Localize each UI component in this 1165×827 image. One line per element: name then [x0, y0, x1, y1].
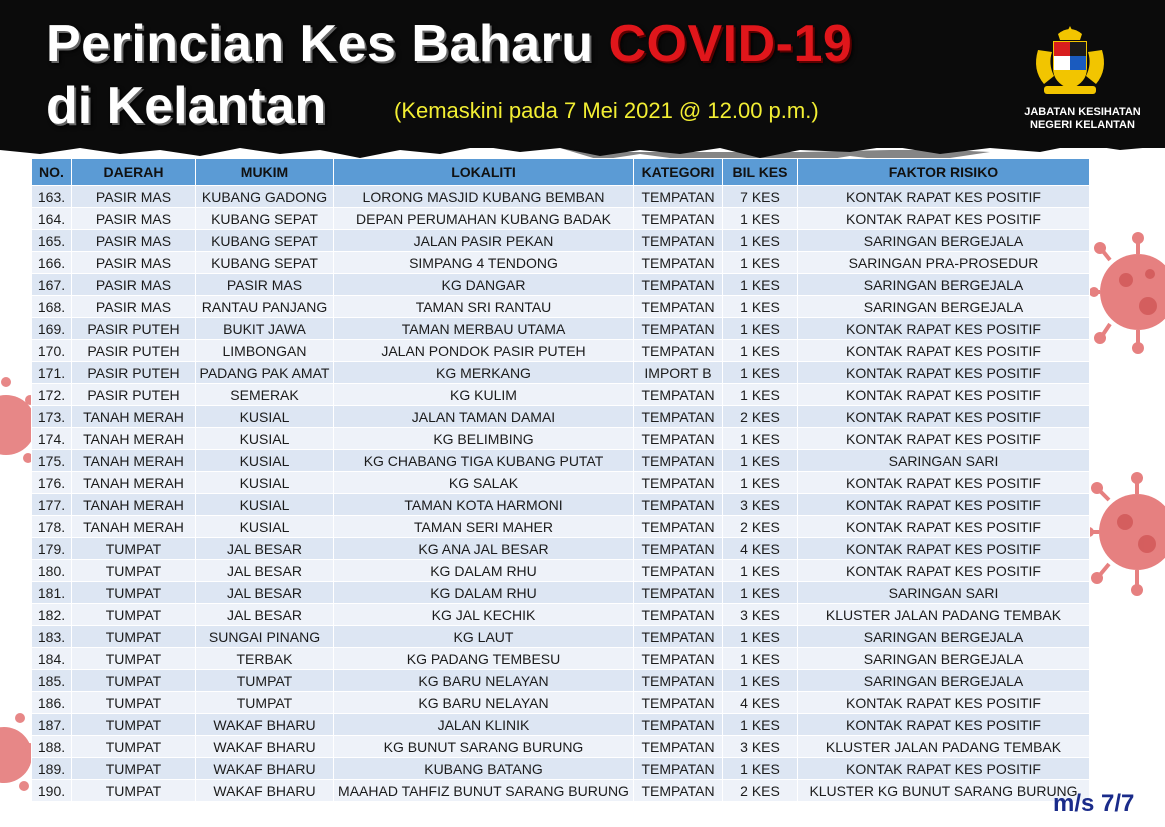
cell-kategori: TEMPATAN [634, 560, 723, 582]
cell-lokaliti: LORONG MASJID KUBANG BEMBAN [334, 186, 634, 208]
cell-bil-kes: 1 KES [723, 714, 798, 736]
cell-bil-kes: 1 KES [723, 252, 798, 274]
cell-faktor-risiko: KLUSTER JALAN PADANG TEMBAK [798, 736, 1090, 758]
cell-kategori: TEMPATAN [634, 604, 723, 626]
cell-kategori: TEMPATAN [634, 538, 723, 560]
cell-daerah: TUMPAT [72, 758, 196, 780]
cell-kategori: TEMPATAN [634, 582, 723, 604]
cell-bil-kes: 1 KES [723, 230, 798, 252]
cell-no: 167. [32, 274, 72, 296]
cell-mukim: LIMBONGAN [196, 340, 334, 362]
cell-daerah: TUMPAT [72, 582, 196, 604]
table-body [32, 186, 1090, 802]
column-header-daerah: DAERAH [72, 159, 196, 186]
cell-faktor-risiko: SARINGAN BERGEJALA [798, 274, 1090, 296]
cell-daerah: TUMPAT [72, 670, 196, 692]
cell-lokaliti: KG SALAK [334, 472, 634, 494]
cell-no: 164. [32, 208, 72, 230]
cell-no: 188. [32, 736, 72, 758]
cell-bil-kes: 1 KES [723, 318, 798, 340]
cell-mukim: WAKAF BHARU [196, 758, 334, 780]
cell-lokaliti: KG BELIMBING [334, 428, 634, 450]
cell-mukim: KUSIAL [196, 494, 334, 516]
cell-daerah: PASIR PUTEH [72, 384, 196, 406]
cell-daerah: PASIR MAS [72, 296, 196, 318]
cell-kategori: TEMPATAN [634, 736, 723, 758]
cell-mukim: KUBANG SEPAT [196, 252, 334, 274]
table-row [32, 340, 1090, 362]
cell-no: 169. [32, 318, 72, 340]
cell-kategori: TEMPATAN [634, 780, 723, 802]
cell-faktor-risiko: SARINGAN PRA-PROSEDUR [798, 252, 1090, 274]
table-row [32, 670, 1090, 692]
cell-faktor-risiko: KLUSTER KG BUNUT SARANG BURUNG [798, 780, 1090, 802]
cell-faktor-risiko: KONTAK RAPAT KES POSITIF [798, 560, 1090, 582]
table-row [32, 362, 1090, 384]
cell-no: 165. [32, 230, 72, 252]
table-row [32, 714, 1090, 736]
cell-mukim: WAKAF BHARU [196, 780, 334, 802]
cell-lokaliti: TAMAN SERI MAHER [334, 516, 634, 538]
cell-mukim: KUSIAL [196, 406, 334, 428]
cell-lokaliti: KG PADANG TEMBESU [334, 648, 634, 670]
cell-bil-kes: 1 KES [723, 626, 798, 648]
cell-faktor-risiko: KLUSTER JALAN PADANG TEMBAK [798, 604, 1090, 626]
cell-daerah: TUMPAT [72, 626, 196, 648]
table-header-row [32, 159, 1090, 186]
cell-bil-kes: 2 KES [723, 780, 798, 802]
cell-no: 176. [32, 472, 72, 494]
cell-no: 173. [32, 406, 72, 428]
department-label: JABATAN KESIHATAN NEGERI KELANTAN [1024, 106, 1141, 131]
cell-bil-kes: 4 KES [723, 692, 798, 714]
cell-no: 182. [32, 604, 72, 626]
cell-bil-kes: 7 KES [723, 186, 798, 208]
cell-kategori: TEMPATAN [634, 186, 723, 208]
table-row [32, 252, 1090, 274]
cell-daerah: PASIR MAS [72, 274, 196, 296]
table-row [32, 604, 1090, 626]
cell-no: 166. [32, 252, 72, 274]
cell-daerah: TANAH MERAH [72, 494, 196, 516]
cases-table [31, 158, 1090, 802]
cell-daerah: TANAH MERAH [72, 516, 196, 538]
table-row [32, 318, 1090, 340]
cell-kategori: TEMPATAN [634, 230, 723, 252]
cell-faktor-risiko: KONTAK RAPAT KES POSITIF [798, 362, 1090, 384]
cell-lokaliti: JALAN KLINIK [334, 714, 634, 736]
cell-faktor-risiko: SARINGAN BERGEJALA [798, 230, 1090, 252]
cell-daerah: PASIR MAS [72, 208, 196, 230]
cell-lokaliti: KG DANGAR [334, 274, 634, 296]
table-row [32, 648, 1090, 670]
cell-lokaliti: KG BARU NELAYAN [334, 670, 634, 692]
cell-no: 185. [32, 670, 72, 692]
cell-mukim: TERBAK [196, 648, 334, 670]
column-header-faktor-risiko: FAKTOR RISIKO [798, 159, 1090, 186]
table-row [32, 780, 1090, 802]
cell-faktor-risiko: SARINGAN SARI [798, 582, 1090, 604]
table-row [32, 494, 1090, 516]
cell-bil-kes: 2 KES [723, 406, 798, 428]
cell-lokaliti: JALAN PONDOK PASIR PUTEH [334, 340, 634, 362]
cell-lokaliti: MAAHAD TAHFIZ BUNUT SARANG BURUNG [334, 780, 634, 802]
cell-mukim: PADANG PAK AMAT [196, 362, 334, 384]
cell-daerah: TUMPAT [72, 692, 196, 714]
cell-lokaliti: KG LAUT [334, 626, 634, 648]
cell-lokaliti: KG CHABANG TIGA KUBANG PUTAT [334, 450, 634, 472]
table-row [32, 626, 1090, 648]
cell-daerah: PASIR PUTEH [72, 340, 196, 362]
column-header-kategori: KATEGORI [634, 159, 723, 186]
cell-lokaliti: TAMAN MERBAU UTAMA [334, 318, 634, 340]
cell-mukim: SEMERAK [196, 384, 334, 406]
table-row [32, 384, 1090, 406]
cell-faktor-risiko: KONTAK RAPAT KES POSITIF [798, 318, 1090, 340]
cell-mukim: WAKAF BHARU [196, 714, 334, 736]
cell-kategori: TEMPATAN [634, 274, 723, 296]
cell-daerah: TUMPAT [72, 538, 196, 560]
cell-no: 186. [32, 692, 72, 714]
cell-no: 178. [32, 516, 72, 538]
cell-no: 189. [32, 758, 72, 780]
cell-no: 190. [32, 780, 72, 802]
cell-no: 179. [32, 538, 72, 560]
cell-kategori: TEMPATAN [634, 692, 723, 714]
cell-bil-kes: 1 KES [723, 274, 798, 296]
cell-faktor-risiko: KONTAK RAPAT KES POSITIF [798, 428, 1090, 450]
cell-daerah: TUMPAT [72, 648, 196, 670]
cell-faktor-risiko: KONTAK RAPAT KES POSITIF [798, 758, 1090, 780]
cell-bil-kes: 3 KES [723, 736, 798, 758]
cell-faktor-risiko: KONTAK RAPAT KES POSITIF [798, 406, 1090, 428]
cell-mukim: SUNGAI PINANG [196, 626, 334, 648]
cell-faktor-risiko: KONTAK RAPAT KES POSITIF [798, 186, 1090, 208]
cell-lokaliti: KG BARU NELAYAN [334, 692, 634, 714]
cell-faktor-risiko: KONTAK RAPAT KES POSITIF [798, 494, 1090, 516]
cell-bil-kes: 1 KES [723, 340, 798, 362]
cell-kategori: TEMPATAN [634, 670, 723, 692]
cell-lokaliti: KG DALAM RHU [334, 560, 634, 582]
table-row [32, 560, 1090, 582]
table-row [32, 450, 1090, 472]
page-title: Perincian Kes Baharu COVID-19 [46, 15, 853, 73]
cell-no: 181. [32, 582, 72, 604]
column-header-mukim: MUKIM [196, 159, 334, 186]
cell-kategori: TEMPATAN [634, 714, 723, 736]
cell-daerah: PASIR MAS [72, 186, 196, 208]
cell-daerah: TUMPAT [72, 604, 196, 626]
cell-mukim: KUBANG SEPAT [196, 208, 334, 230]
cell-bil-kes: 1 KES [723, 758, 798, 780]
column-header-bil-kes: BIL KES [723, 159, 798, 186]
cell-lokaliti: KG MERKANG [334, 362, 634, 384]
cell-bil-kes: 1 KES [723, 582, 798, 604]
cell-lokaliti: KG DALAM RHU [334, 582, 634, 604]
cell-no: 183. [32, 626, 72, 648]
cell-bil-kes: 1 KES [723, 670, 798, 692]
table-row [32, 230, 1090, 252]
cell-bil-kes: 3 KES [723, 494, 798, 516]
cell-faktor-risiko: KONTAK RAPAT KES POSITIF [798, 340, 1090, 362]
cell-kategori: TEMPATAN [634, 384, 723, 406]
cell-faktor-risiko: SARINGAN BERGEJALA [798, 296, 1090, 318]
cell-faktor-risiko: SARINGAN BERGEJALA [798, 626, 1090, 648]
cell-mukim: KUBANG GADONG [196, 186, 334, 208]
cell-bil-kes: 2 KES [723, 516, 798, 538]
cell-no: 163. [32, 186, 72, 208]
cell-no: 180. [32, 560, 72, 582]
cell-kategori: TEMPATAN [634, 252, 723, 274]
cell-kategori: TEMPATAN [634, 208, 723, 230]
cell-kategori: TEMPATAN [634, 318, 723, 340]
cell-lokaliti: JALAN PASIR PEKAN [334, 230, 634, 252]
table-row [32, 582, 1090, 604]
cell-no: 170. [32, 340, 72, 362]
cell-daerah: PASIR PUTEH [72, 318, 196, 340]
cell-kategori: TEMPATAN [634, 428, 723, 450]
cell-no: 177. [32, 494, 72, 516]
cell-bil-kes: 3 KES [723, 604, 798, 626]
column-header-lokaliti: LOKALITI [334, 159, 634, 186]
cell-mukim: KUSIAL [196, 516, 334, 538]
table-row [32, 296, 1090, 318]
cell-bil-kes: 4 KES [723, 538, 798, 560]
cell-faktor-risiko: KONTAK RAPAT KES POSITIF [798, 208, 1090, 230]
cell-mukim: KUSIAL [196, 428, 334, 450]
cell-daerah: TUMPAT [72, 560, 196, 582]
cell-mukim: WAKAF BHARU [196, 736, 334, 758]
cell-kategori: TEMPATAN [634, 494, 723, 516]
cell-no: 184. [32, 648, 72, 670]
cell-faktor-risiko: SARINGAN BERGEJALA [798, 648, 1090, 670]
cell-mukim: KUSIAL [196, 450, 334, 472]
cell-faktor-risiko: KONTAK RAPAT KES POSITIF [798, 714, 1090, 736]
cell-bil-kes: 1 KES [723, 362, 798, 384]
cell-bil-kes: 1 KES [723, 296, 798, 318]
coat-of-arms-icon [1030, 20, 1110, 100]
cell-faktor-risiko: KONTAK RAPAT KES POSITIF [798, 516, 1090, 538]
cell-lokaliti: KG KULIM [334, 384, 634, 406]
page-title-line2: di Kelantan [46, 77, 327, 135]
cell-lokaliti: KUBANG BATANG [334, 758, 634, 780]
cell-daerah: TANAH MERAH [72, 450, 196, 472]
cell-daerah: TUMPAT [72, 714, 196, 736]
cell-lokaliti: KG ANA JAL BESAR [334, 538, 634, 560]
cell-daerah: PASIR PUTEH [72, 362, 196, 384]
page-number: m/s 7/7 [1053, 790, 1135, 817]
cell-bil-kes: 1 KES [723, 648, 798, 670]
cell-faktor-risiko: KONTAK RAPAT KES POSITIF [798, 538, 1090, 560]
cell-faktor-risiko: SARINGAN SARI [798, 450, 1090, 472]
cases-table-container [31, 158, 1089, 800]
cell-mukim: JAL BESAR [196, 604, 334, 626]
cell-bil-kes: 1 KES [723, 428, 798, 450]
cell-kategori: TEMPATAN [634, 758, 723, 780]
table-row [32, 428, 1090, 450]
cell-faktor-risiko: KONTAK RAPAT KES POSITIF [798, 384, 1090, 406]
table-row [32, 736, 1090, 758]
cell-no: 175. [32, 450, 72, 472]
cell-daerah: TANAH MERAH [72, 406, 196, 428]
cell-lokaliti: DEPAN PERUMAHAN KUBANG BADAK [334, 208, 634, 230]
virus-icon [1090, 230, 1165, 360]
cell-bil-kes: 1 KES [723, 208, 798, 230]
column-header-no: NO. [32, 159, 72, 186]
cell-mukim: KUBANG SEPAT [196, 230, 334, 252]
cell-daerah: TANAH MERAH [72, 428, 196, 450]
cell-kategori: TEMPATAN [634, 340, 723, 362]
cell-mukim: RANTAU PANJANG [196, 296, 334, 318]
cell-kategori: TEMPATAN [634, 450, 723, 472]
cell-lokaliti: TAMAN KOTA HARMONI [334, 494, 634, 516]
cell-no: 174. [32, 428, 72, 450]
cell-faktor-risiko: KONTAK RAPAT KES POSITIF [798, 692, 1090, 714]
title-highlight: COVID-19 [608, 15, 853, 73]
table-row [32, 758, 1090, 780]
table-row [32, 406, 1090, 428]
cell-mukim: TUMPAT [196, 692, 334, 714]
cell-lokaliti: TAMAN SRI RANTAU [334, 296, 634, 318]
cell-lokaliti: KG JAL KECHIK [334, 604, 634, 626]
cell-no: 187. [32, 714, 72, 736]
table-row [32, 274, 1090, 296]
cell-kategori: TEMPATAN [634, 648, 723, 670]
cell-bil-kes: 1 KES [723, 384, 798, 406]
cell-kategori: TEMPATAN [634, 516, 723, 538]
table-row [32, 692, 1090, 714]
cell-mukim: KUSIAL [196, 472, 334, 494]
cell-faktor-risiko: SARINGAN BERGEJALA [798, 670, 1090, 692]
cell-bil-kes: 1 KES [723, 560, 798, 582]
cell-kategori: TEMPATAN [634, 472, 723, 494]
cell-no: 172. [32, 384, 72, 406]
cell-daerah: TUMPAT [72, 780, 196, 802]
table-row [32, 208, 1090, 230]
cell-daerah: PASIR MAS [72, 230, 196, 252]
cell-mukim: JAL BESAR [196, 582, 334, 604]
cell-kategori: TEMPATAN [634, 626, 723, 648]
cell-kategori: TEMPATAN [634, 406, 723, 428]
cell-mukim: PASIR MAS [196, 274, 334, 296]
table-row [32, 516, 1090, 538]
cell-mukim: TUMPAT [196, 670, 334, 692]
cell-faktor-risiko: KONTAK RAPAT KES POSITIF [798, 472, 1090, 494]
cell-lokaliti: KG BUNUT SARANG BURUNG [334, 736, 634, 758]
cell-kategori: IMPORT B [634, 362, 723, 384]
cell-daerah: PASIR MAS [72, 252, 196, 274]
cell-mukim: JAL BESAR [196, 538, 334, 560]
cell-mukim: BUKIT JAWA [196, 318, 334, 340]
update-timestamp: (Kemaskini pada 7 Mei 2021 @ 12.00 p.m.) [394, 98, 819, 123]
cell-mukim: JAL BESAR [196, 560, 334, 582]
cell-bil-kes: 1 KES [723, 472, 798, 494]
virus-icon [1085, 470, 1165, 600]
cell-lokaliti: JALAN TAMAN DAMAI [334, 406, 634, 428]
cell-kategori: TEMPATAN [634, 296, 723, 318]
cell-no: 168. [32, 296, 72, 318]
table-row [32, 472, 1090, 494]
cell-daerah: TUMPAT [72, 736, 196, 758]
table-row [32, 538, 1090, 560]
cell-daerah: TANAH MERAH [72, 472, 196, 494]
cell-bil-kes: 1 KES [723, 450, 798, 472]
cell-lokaliti: SIMPANG 4 TENDONG [334, 252, 634, 274]
cell-no: 171. [32, 362, 72, 384]
table-row [32, 186, 1090, 208]
